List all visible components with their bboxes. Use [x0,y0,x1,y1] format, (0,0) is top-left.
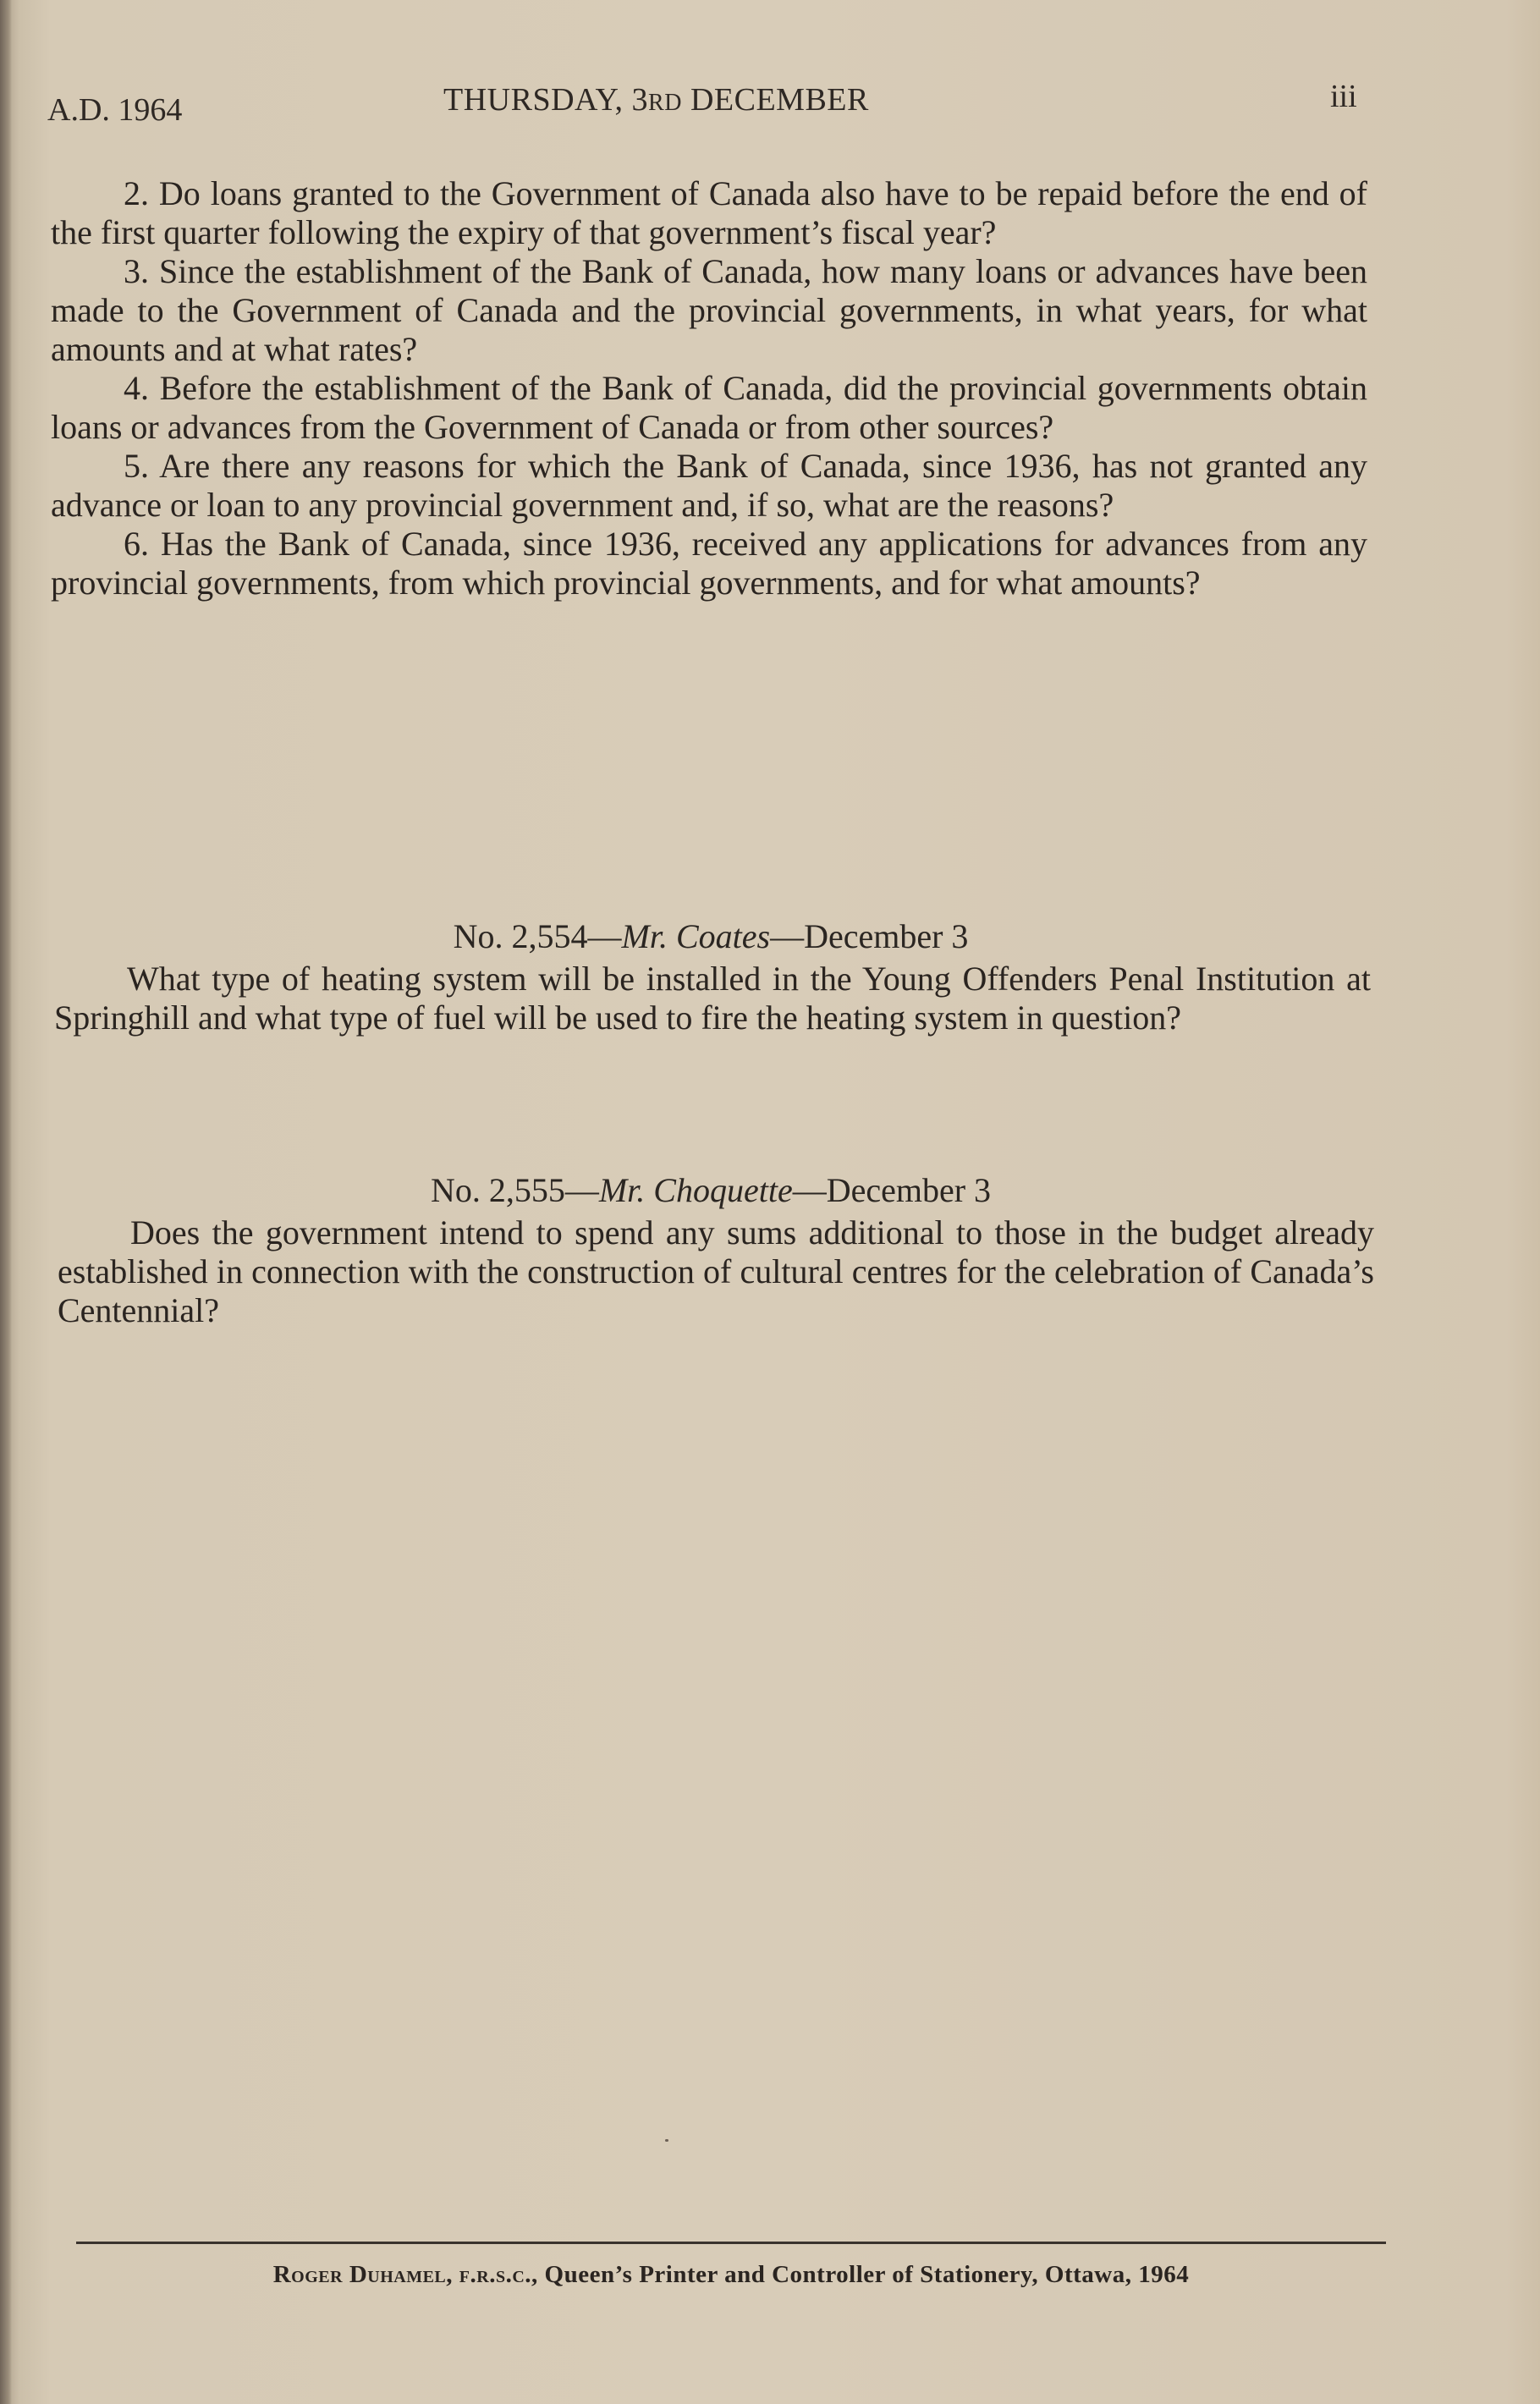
printer-name: Roger Duhamel [272,2261,447,2288]
question-item-4: 4. Before the establishment of the Bank of Canada, did the provincial governments obtain loans or advances from the Government of Canada or from other sources? [51,369,1367,446]
printer-credentials: f.r.s.c. [459,2261,532,2288]
print-speck [665,2139,668,2142]
header-date [443,81,869,118]
question-2554-heading [51,917,1371,956]
question-2554-body [54,960,1371,1037]
question-2555-body [58,1213,1374,1330]
question-item-6: 6. Has the Bank of Canada, since 1936, received any applications for advances from any provincial governments, from which provincial governments, and for what amounts? [51,525,1367,602]
header-date-month: DECEMBER [681,82,869,118]
header-year: A.D. 1964 [47,92,183,128]
imprint-footer: Roger Duhamel, f.r.s.c., Queen’s Printer and Controller of Stationery, Ottawa, 1964 [272,2261,1190,2288]
question-2555-number: No. 2,555— [430,1171,599,1209]
question-2555-date: —December 3 [792,1171,992,1209]
running-header [47,81,1367,132]
question-item-2: 2. Do loans granted to the Government of Canada also have to be repaid before the end of the first quarter following the expiry of that government’s fiscal year? [51,174,1367,251]
header-date-ordinal: RD [648,90,682,116]
footer-rule [76,2242,1386,2244]
header-date-prefix: THURSDAY, 3 [443,82,649,118]
question-2555-heading [51,1171,1371,1210]
question-2555-text: Does the government intend to spend any sums additional to those in the budget already established in connection with the construction of cultural centres for the celebration of Canada’s Centennial? [58,1213,1374,1329]
question-2554-member: Mr. Coates [621,917,771,955]
question-2554-number: No. 2,554— [453,917,622,955]
imprint-text: , Queen’s Printer and Controller of Stationery, Ottawa, 1964 [531,2261,1190,2288]
question-item-5: 5. Are there any reasons for which the Bank of Canada, since 1936, has not granted any advance or loan to any provincial government and, if so, what are the reasons? [51,447,1367,524]
page-number: iii [1330,79,1357,114]
question-item-3: 3. Since the establishment of the Bank of Canada, how many loans or advances have been made to the Government of Canada and the provincial governments, in what years, for what amounts and at what rates? [51,252,1367,368]
page-binding-edge [0,0,12,2404]
question-list [51,174,1367,602]
question-2554-text: What type of heating system will be installed in the Young Offenders Penal Institution at Springhill and what type of fuel will be used to fire the heating system in question? [54,960,1371,1037]
question-2555-member: Mr. Choquette [598,1171,793,1209]
question-2554-date: —December 3 [770,917,969,955]
